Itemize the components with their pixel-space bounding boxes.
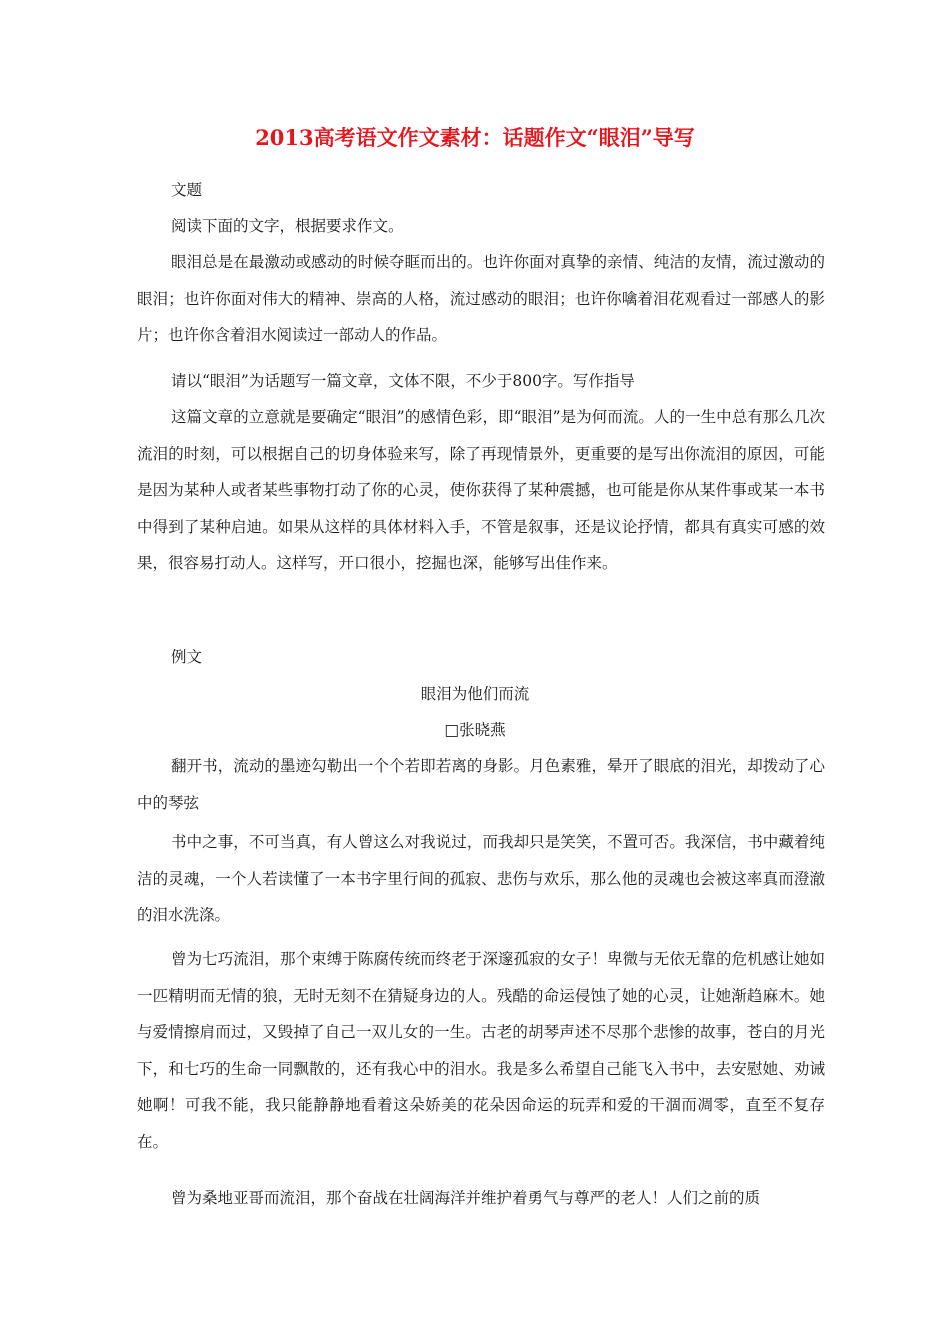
guidance-paragraph: 这篇文章的立意就是要确定“眼泪”的感情色彩，即“眼泪”是为何而流。人的一生中总有那么几次流泪的时刻，可以根据自己的切身体验来写，除了再现情景外，更重要的是写出你流泪的原因，可能是因为某种人或者某些事物打动了你的心灵，使你获得了某种震撼，也可能是你从某件事或某一本书中得到了某种启迪。如果从这样的具体材料入手，不管是叙事，还是议论抒情，都具有真实可感的效果，很容易打动人。这样写，开口很小，挖掘也深，能够写出佳作来。 [137, 408, 825, 572]
essay-author: □张晓燕 [444, 721, 506, 739]
essay-paragraph-2: 书中之事，不可当真，有人曾这么对我说过，而我却只是笑笑，不置可否。我深信，书中藏着纯洁的灵魂，一个人若读懂了一本书字里行间的孤寂、悲伤与欢乐，那么他的灵魂也会被这率真而澄澈的泪水洗涤。 [137, 833, 825, 924]
essay-paragraph-1: 翻开书，流动的墨迹勾勒出一个个若即若离的身影。月色素雅，晕开了眼底的泪光，却拨动了心中的琴弦 [137, 757, 825, 812]
essay-paragraph-4: 曾为桑地亚哥而流泪，那个奋战在壮阔海洋并维护着勇气与尊严的老人！人们之前的质 [171, 1189, 761, 1207]
prompt-paragraph: 眼泪总是在最激动或感动的时候夺眶而出的。也许你面对真挚的亲情、纯洁的友情，流过激动的眼泪；也许你面对伟大的精神、崇高的人格，流过感动的眼泪；也许你噙着泪花观看过一部感人的影片；也许你含着泪水阅读过一部动人的作品。 [137, 253, 825, 344]
intro-paragraph: 阅读下面的文字，根据要求作文。 [171, 217, 404, 235]
label-liwen: 例文 [171, 648, 203, 666]
label-wenti: 文题 [171, 181, 203, 199]
requirement-paragraph: 请以“眼泪”为话题写一篇文章，文体不限，不少于800字。写作指导 [171, 372, 635, 390]
essay-title: 眼泪为他们而流 [420, 685, 530, 703]
document-title: 2013高考语文作文素材：话题作文“眼泪”导写 [255, 125, 695, 150]
essay-paragraph-3: 曾为七巧流泪，那个束缚于陈腐传统而终老于深邃孤寂的女子！卑微与无依无靠的危机感让她如一匹精明而无情的狼，无时无刻不在猜疑身边的人。残酷的命运侵蚀了她的心灵，让她渐趋麻木。她与爱情擦肩而过，又毁掉了自己一双儿女的一生。古老的胡琴声述不尽那个悲惨的故事，苍白的月光下，和七巧的生命一同飘散的，还有我心中的泪水。我是多么希望自己能飞入书中，去安慰她、劝诫她啊！可我不能，我只能静静地看着这朵娇美的花朵因命运的玩弄和爱的干涸而凋零，直至不复存在。 [137, 950, 825, 1151]
